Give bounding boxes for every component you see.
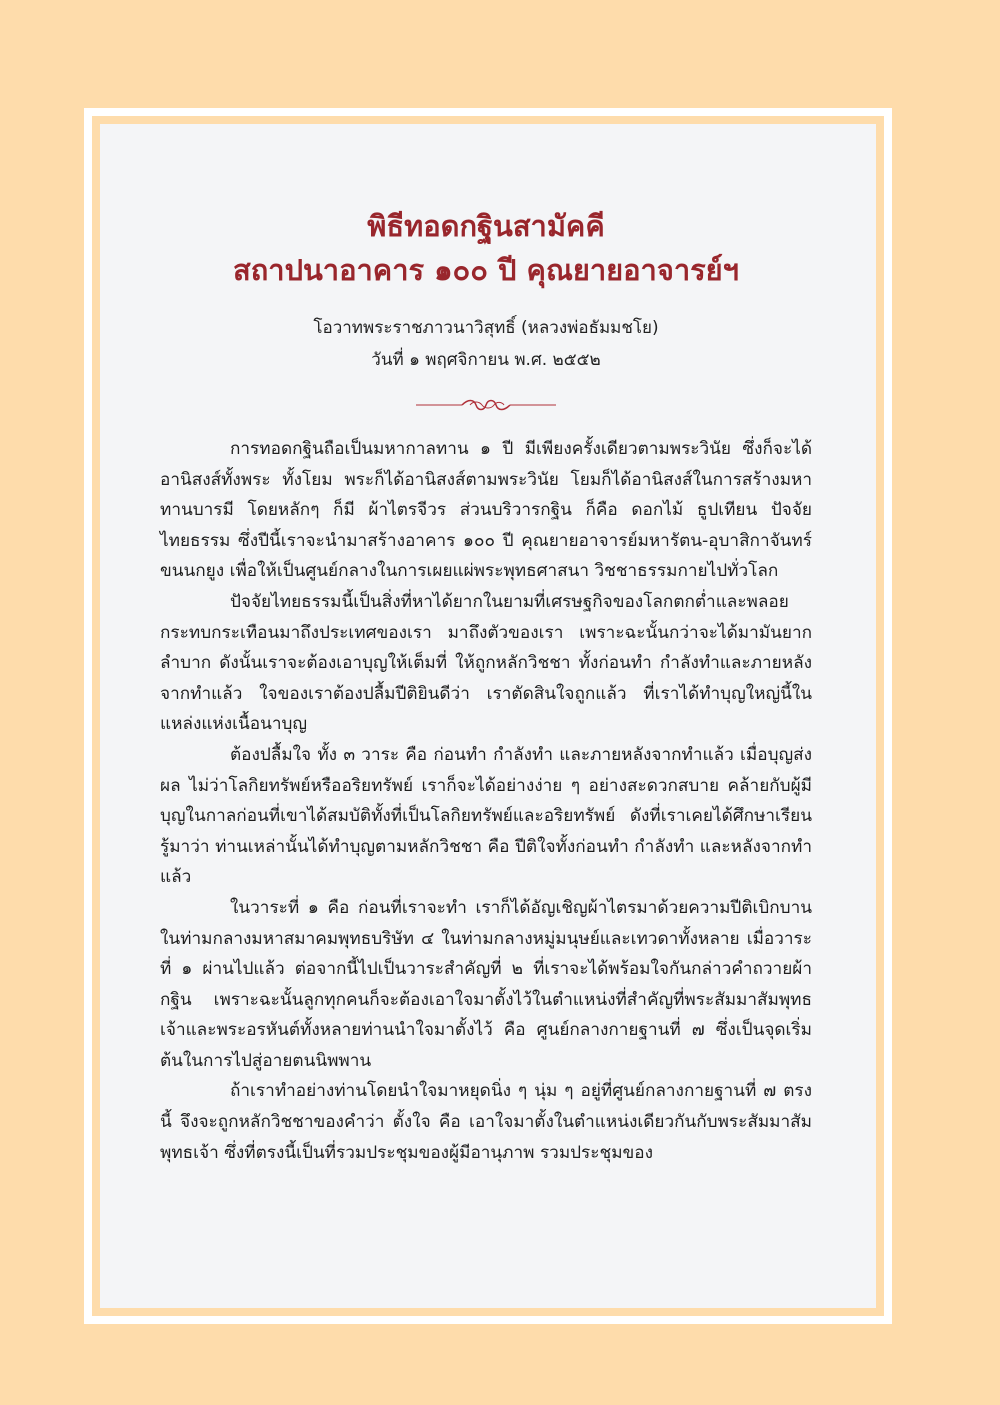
divider-ornament xyxy=(160,398,812,412)
sermon-date: วันที่ ๑ พฤศจิกายน พ.ศ. ๒๕๕๒ xyxy=(371,350,601,370)
paragraph-3: ต้องปลื้มใจ ทั้ง ๓ วาระ คือ ก่อนทำ กำลังทำ และภายหลังจากทำแล้ว เมื่อบุญส่งผล ไม่ว่าโลกิยทรัพย์หรืออริยทรัพย์ เราก็จะได้อย่างง่าย ๆ อย่างสะดวกสบาย คล้ายกับผู้มีบุญในกาลก่อนที่เขาได้สมบัติทั้งที่เป็นโลกิยทรัพย์และอริยทรัพย์ ดังที่เราเคยได้ศึกษาเรียนรู้มาว่า ท่านเหล่านั้นได้ทำบุญตามหลักวิชชา คือ ปีติใจทั้งก่อนทำ กำลังทำ และหลังจากทำแล้ว xyxy=(160,744,812,888)
paragraph-4: ในวาระที่ ๑ คือ ก่อนที่เราจะทำ เราก็ได้อัญเชิญผ้าไตรมาด้วยความปีติเบิกบาน ในท่ามกลางมหาสมาคมพุทธบริษัท ๔ ในท่ามกลางหมู่มนุษย์และเทวดาทั้งหลาย เมื่อวาระที่ ๑ ผ่านไปแล้ว ต่อจากนี้ไปเป็นวาระสำคัญที่ ๒ ที่เราจะได้พร้อมใจกันกล่าวคำถวายผ้ากฐิน เพราะฉะนั้นลูกทุกคนก็จะต้องเอาใจมาตั้งไว้ในตำแหน่งที่สำคัญที่พระสัมมาสัมพุทธเจ้าและพระอรหันต์ทั้งหลายท่านนำใจมาตั้งไว้ คือ ศูนย์กลางกายฐานที่ ๗ ซึ่งเป็นจุดเริ่มต้นในการไปสู่อายตนนิพพาน xyxy=(160,897,812,1071)
title-line-1: พิธีทอดกฐินสามัคคี xyxy=(367,209,605,243)
body-text xyxy=(160,434,812,1168)
page-panel xyxy=(100,124,876,1308)
paragraph-1: การทอดกฐินถือเป็นมหากาลทาน ๑ ปี มีเพียงครั้งเดียวตามพระวินัย ซึ่งก็จะได้อานิสงส์ทั้งพระ ทั้งโยม พระก็ได้อานิสงส์ตามพระวินัย โยมก็ได้อานิสงส์ในการสร้างมหาทานบารมี โดยหลักๆ ก็มี ผ้าไตรจีวร ส่วนบริวารกฐิน ก็คือ ดอกไม้ ธูปเทียน ปัจจัยไทยธรรม ซึ่งปีนี้เราจะนำมาสร้างอาคาร ๑๐๐ ปี คุณยายอาจารย์มหารัตน-อุบาสิกาจันทร์ ขนนกยูง เพื่อให้เป็นศูนย์กลางในการเผยแผ่พระพุทธศาสนา วิชชาธรรมกายไปทั่วโลก xyxy=(160,439,812,582)
paragraph-5: ถ้าเราทำอย่างท่านโดยนำใจมาหยุดนิ่ง ๆ นุ่ม ๆ อยู่ที่ศูนย์กลางกายฐานที่ ๗ ตรงนี้ จึงจะถูกหลักวิชชาของคำว่า ตั้งใจ คือ เอาใจมาตั้งในตำแหน่งเดียวกันกับพระสัมมาสัมพุทธเจ้า ซึ่งที่ตรงนี้เป็นที่รวมประชุมของผู้มีอานุภาพ รวมประชุมของ xyxy=(160,1081,812,1163)
document-content xyxy=(160,204,812,1168)
page-frame-outer xyxy=(84,108,892,1324)
title-line-2: สถาปนาอาคาร ๑๐๐ ปี คุณยายอาจารย์ฯ xyxy=(233,253,739,287)
ornament-icon xyxy=(416,398,556,412)
page-frame-gold xyxy=(92,116,884,1316)
sermon-author: โอวาทพระราชภาวนาวิสุทธิ์ (หลวงพ่อธัมมชโย) xyxy=(313,318,659,338)
paragraph-2: ปัจจัยไทยธรรมนี้เป็นสิ่งที่หาได้ยากในยามที่เศรษฐกิจของโลกตกต่ำและพลอยกระทบกระเทือนมาถึงประเทศของเรา มาถึงตัวของเรา เพราะฉะนั้นกว่าจะได้มามันยากลำบาก ดังนั้นเราจะต้องเอาบุญให้เต็มที่ ให้ถูกหลักวิชชา ทั้งก่อนทำ กำลังทำและภายหลังจากทำแล้ว ใจของเราต้องปลื้มปีติยินดีว่า เราตัดสินใจถูกแล้ว ที่เราได้ทำบุญใหญ่นี้ในแหล่งแห่งเนื้อนาบุญ xyxy=(160,591,812,735)
